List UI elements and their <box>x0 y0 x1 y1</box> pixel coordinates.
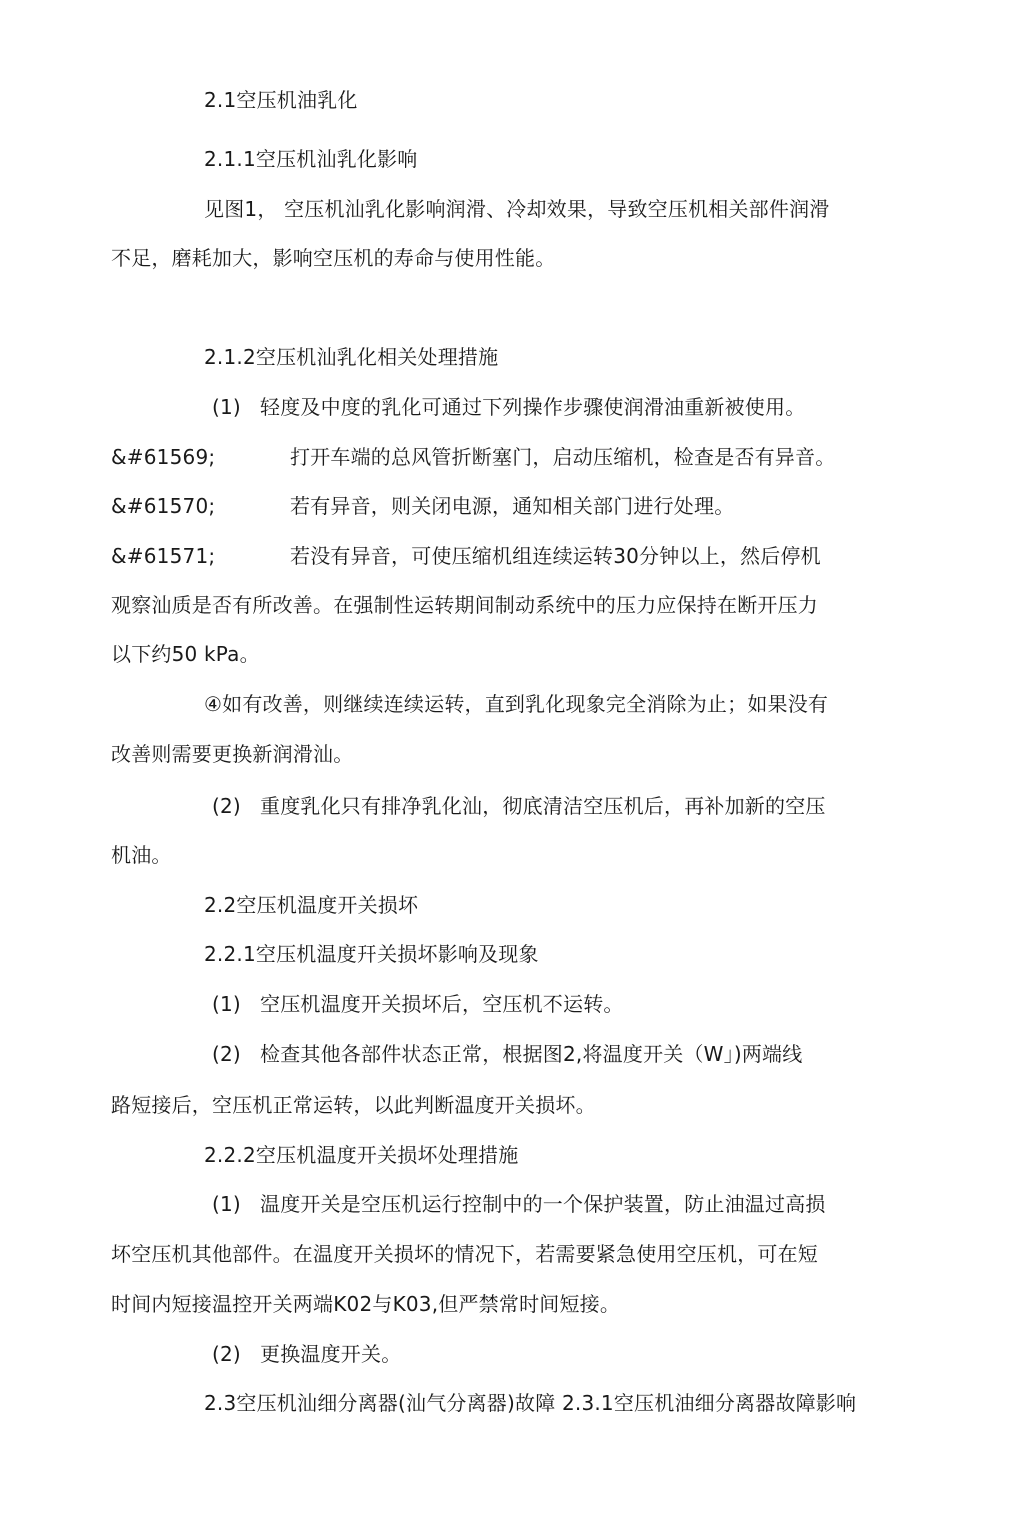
bullet-text: 若有异音，则关闭电源，通知相关部门进行处理。 <box>290 494 735 518</box>
paragraph-line: 观察汕质是否有所改善。在强制性运转期间制动系统中的压力应保持在断开压力 <box>111 593 818 617</box>
list-number: (2) <box>212 1042 241 1066</box>
heading-2-2-2: 2.2.2空压机温度开关损坏处理措施 <box>204 1143 519 1167</box>
heading-2-3: 2.3空压机汕细分离器(汕气分离器)故障 2.3.1空压机油细分离器故障影响 <box>204 1391 857 1415</box>
list-item-text: 空压机温度开关损坏后，空压机不运转。 <box>260 992 624 1016</box>
list-item-text: 温度开关是空压机运行控制中的一个保护装置，防止油温过高损 <box>260 1192 826 1216</box>
bullet-symbol: &#61570; <box>111 494 216 518</box>
heading-2-2-1: 2.2.1空压机温度幵关损坏影响及现象 <box>204 942 539 966</box>
bullet-text: 打开车端的总风管折断塞门，启动压缩机，检查是否有异音。 <box>290 445 836 469</box>
paragraph-line: ④如有改善，则继续连续运转，直到乳化现象完全消除为止；如果没有 <box>204 692 829 716</box>
bullet-symbol: &#61569; <box>111 445 216 469</box>
list-item-text: 更换温度开关。 <box>260 1342 402 1366</box>
heading-2-1: 2.1空压机油乳化 <box>204 88 358 112</box>
list-item-text: 轻度及中度的乳化可通过下列操作步骤使润滑油重新被使用。 <box>260 395 806 419</box>
paragraph-line: 改善则需要更换新润滑汕。 <box>111 742 354 766</box>
paragraph-line: 路短接后，空压机正常运转，以此判断温度开关损坏。 <box>111 1093 596 1117</box>
list-number: (1) <box>212 992 241 1016</box>
paragraph-line: 见图1， 空压机汕乳化影响润滑、冷却效果，导致空压机相关部件润滑 <box>204 197 830 221</box>
paragraph-line: 以下约50 kPa。 <box>111 642 260 666</box>
heading-2-1-1: 2.1.1空压机汕乳化影响 <box>204 147 418 171</box>
list-item-text: 重度乳化只有排净乳化汕，彻底清洁空压机后，再补加新的空压 <box>260 794 826 818</box>
list-number: (1) <box>212 1192 241 1216</box>
list-number: (1) <box>212 395 241 419</box>
list-number: (2) <box>212 1342 241 1366</box>
bullet-symbol: &#61571; <box>111 544 216 568</box>
list-number: (2) <box>212 794 241 818</box>
paragraph-line: 时间内短接温控开关两端K02与K03,但严禁常时间短接。 <box>111 1292 621 1316</box>
heading-2-1-2: 2.1.2空压机汕乳化相关处理措施 <box>204 345 499 369</box>
heading-2-2: 2.2空压机温度开关损坏 <box>204 893 419 917</box>
bullet-text: 若没有异音，可使压缩机组连续运转30分钟以上，然后停机 <box>290 544 821 568</box>
paragraph-line: 不足，磨耗加大，影响空压机的寿命与使用性能。 <box>111 246 556 270</box>
list-item-text: 检查其他各部件状态正常，根据图2,将温度开关（W」)两端线 <box>260 1042 803 1066</box>
paragraph-line: 坏空压机其他部件。在温度开关损坏的情况下，若需要紧急使用空压机，可在短 <box>111 1242 818 1266</box>
paragraph-line: 机油。 <box>111 843 172 867</box>
